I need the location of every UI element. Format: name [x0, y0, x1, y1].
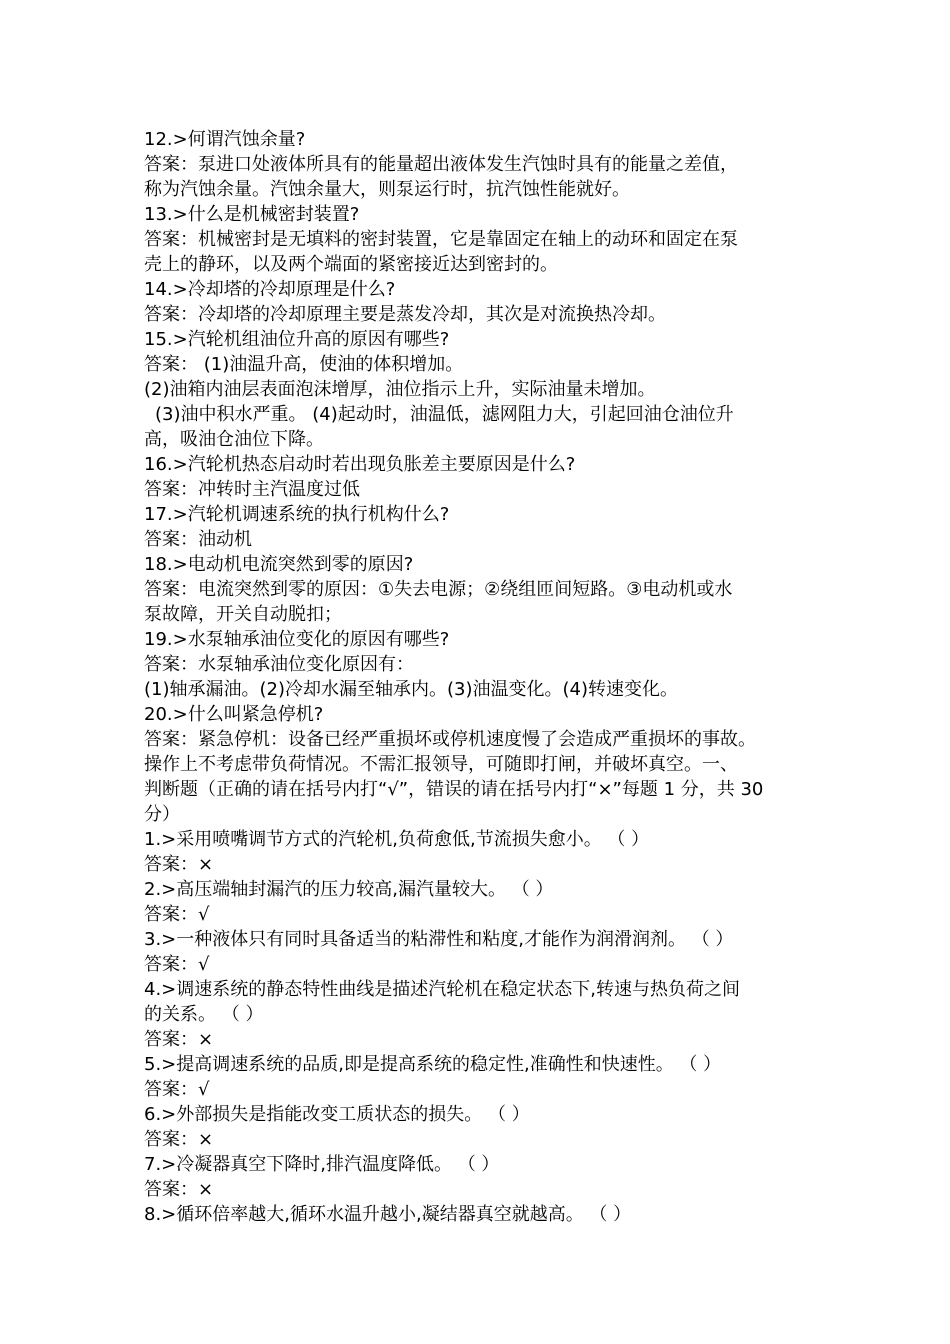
- tf-question-5: 5.>提高调速系统的品质,即是提高系统的稳定性,准确性和快速性。 （ ）: [144, 1054, 722, 1075]
- question-12: 12.>何谓汽蚀余量?: [144, 129, 306, 150]
- tf-question-7: 7.>冷凝器真空下降时,排汽温度降低。 （ ）: [144, 1154, 500, 1175]
- question-20: 20.>什么叫紧急停机?: [144, 704, 324, 725]
- answer-19: 答案：水泵轴承油位变化原因有：: [144, 654, 414, 675]
- question-18: 18.>电动机电流突然到零的原因?: [144, 554, 414, 575]
- answer-20-cont: 操作上不考虑带负荷情况。不需汇报领导，可随即打闸，并破坏真空。一、: [144, 754, 738, 775]
- answer-15: 答案： (1)油温升高，使油的体积增加。: [144, 354, 464, 375]
- answer-15-cont: 高，吸油仓油位下降。: [144, 429, 324, 450]
- answer-12-cont: 称为汽蚀余量。汽蚀余量大，则泵运行时，抗汽蚀性能就好。: [144, 179, 630, 200]
- tf-answer-6: 答案：×: [144, 1129, 214, 1150]
- section-heading-judgement: 判断题（正确的请在括号内打“√”，错误的请在括号内打“×”每题 1 分，共 30: [144, 779, 764, 800]
- tf-question-6: 6.>外部损失是指能改变工质状态的损失。 （ ）: [144, 1104, 530, 1125]
- tf-question-4-cont: 的关系。 （ ）: [144, 1004, 264, 1025]
- question-13: 13.>什么是机械密封装置?: [144, 204, 360, 225]
- answer-17: 答案：油动机: [144, 529, 252, 550]
- tf-answer-7: 答案：×: [144, 1179, 214, 1200]
- tf-answer-5: 答案：√: [144, 1079, 210, 1100]
- answer-15-item-3-4: (3)油中积水严重。 (4)起动时，油温低，滤网阻力大，引起回油仓油位升: [155, 404, 734, 425]
- question-16: 16.>汽轮机热态启动时若出现负胀差主要原因是什么?: [144, 454, 576, 475]
- document-body: [144, 127, 824, 1227]
- tf-question-3: 3.>一种液体只有同时具备适当的粘滞性和粘度,才能作为润滑润剂。 （ ）: [144, 929, 734, 950]
- tf-answer-2: 答案：√: [144, 904, 210, 925]
- tf-question-8: 8.>循环倍率越大,循环水温升越小,凝结器真空就越高。 （ ）: [144, 1204, 632, 1225]
- answer-18: 答案：电流突然到零的原因：①失去电源；②绕组匝间短路。③电动机或水: [144, 579, 733, 600]
- tf-answer-1: 答案：×: [144, 854, 214, 875]
- tf-answer-3: 答案：√: [144, 954, 210, 975]
- tf-question-2: 2.>高压端轴封漏汽的压力较高,漏汽量较大。 （ ）: [144, 879, 554, 900]
- question-14: 14.>冷却塔的冷却原理是什么?: [144, 279, 396, 300]
- answer-12: 答案：泵进口处液体所具有的能量超出液体发生汽蚀时具有的能量之差值，: [144, 154, 738, 175]
- question-17: 17.>汽轮机调速系统的执行机构什么?: [144, 504, 450, 525]
- answer-13: 答案：机械密封是无填料的密封装置，它是靠固定在轴上的动环和固定在泵: [144, 229, 738, 250]
- answer-13-cont: 壳上的静环，以及两个端面的紧密接近达到密封的。: [144, 254, 558, 275]
- answer-19-items: (1)轴承漏油。(2)冷却水漏至轴承内。(3)油温变化。(4)转速变化。: [144, 679, 678, 700]
- tf-question-4: 4.>调速系统的静态特性曲线是描述汽轮机在稳定状态下,转速与热负荷之间: [144, 979, 740, 1000]
- answer-18-cont: 泵故障，开关自动脱扣；: [144, 604, 342, 625]
- answer-15-item-2: (2)油箱内油层表面泡沫增厚，油位指示上升，实际油量未增加。: [144, 379, 656, 400]
- tf-question-1: 1.>采用喷嘴调节方式的汽轮机,负荷愈低,节流损失愈小。 （ ）: [144, 829, 650, 850]
- answer-14: 答案：冷却塔的冷却原理主要是蒸发冷却，其次是对流换热冷却。: [144, 304, 666, 325]
- section-heading-judgement-cont: 分）: [144, 804, 180, 825]
- question-19: 19.>水泵轴承油位变化的原因有哪些?: [144, 629, 450, 650]
- answer-16: 答案：冲转时主汽温度过低: [144, 479, 360, 500]
- question-15: 15.>汽轮机组油位升高的原因有哪些?: [144, 329, 450, 350]
- tf-answer-4: 答案：×: [144, 1029, 214, 1050]
- answer-20: 答案：紧急停机：设备已经严重损坏或停机速度慢了会造成严重损坏的事故。: [144, 729, 756, 750]
